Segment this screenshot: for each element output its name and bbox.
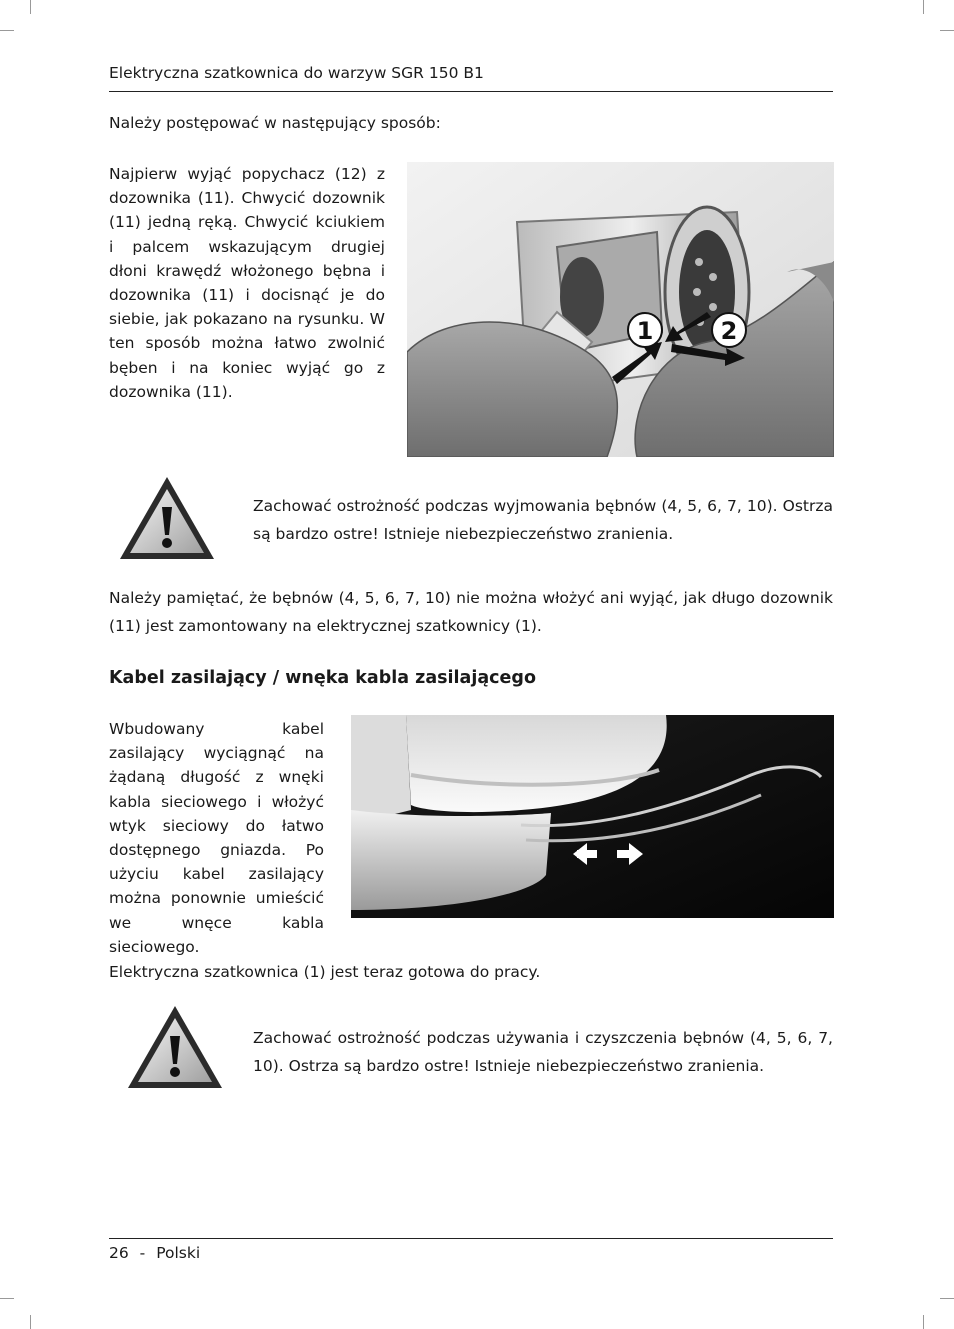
crop-mark <box>0 1298 14 1299</box>
cable-text: Wbudowany kabel zasilający wyciągnąć na żądaną długość z wnęki kabla sieciowego i włożyć wtyk sieciowy do łatwo dostępnego gniazda. Po użyciu kabel zasilający można ponownie umieścić we wnęce kabla sieciowego. <box>109 720 324 956</box>
warning-icon <box>126 1004 224 1090</box>
crop-mark <box>30 0 31 14</box>
warning-text-1: Zachować ostrożność podczas wyjmowania bębnów (4, 5, 6, 7, 10). Ostrza są bardzo ostre! Istnieje niebezpieczeństwo zranienia. <box>253 497 833 543</box>
crop-mark <box>923 1315 924 1329</box>
photo-label-2: 2 <box>720 317 738 345</box>
step-text: Najpierw wyjąć popychacz (12) z dozownika (11). Chwycić dozownik (11) jedną ręką. Chwycić kciukiem i palcem wskazującym drugiej dłoni krawędź włożonego bębna i dozownika (11) i docisnąć je do siebie, jak pokazano na rysunku. W ten sposób można łatwo zwolnić bęben i na koniec wyjąć go z dozownika (11). <box>109 165 385 401</box>
crop-mark <box>940 1298 954 1299</box>
warning-text-2: Zachować ostrożność podczas używania i czyszczenia bębnów (4, 5, 6, 7, 10). Ostrza są bardzo ostre! Istnieje niebezpieczeństwo zranienia. <box>253 1029 833 1075</box>
crop-mark <box>0 30 14 31</box>
page-header-title: Elektryczna szatkownica do warzyw SGR 150 B1 <box>109 64 484 82</box>
intro-text: Należy postępować w następujący sposób: <box>109 114 441 132</box>
crop-mark <box>923 0 924 14</box>
section-heading: Kabel zasilający / wnęka kabla zasilającego <box>109 668 536 688</box>
warning-icon <box>118 475 216 561</box>
photo-label-1: 1 <box>636 317 654 345</box>
page-number: 26 <box>109 1244 129 1262</box>
drum-removal-illustration <box>407 162 834 457</box>
footer-rule <box>109 1238 833 1239</box>
ready-text: Elektryczna szatkownica (1) jest teraz gotowa do pracy. <box>109 963 541 981</box>
header-rule <box>109 91 833 92</box>
footer-separator: - <box>139 1244 146 1262</box>
footer-language: Polski <box>156 1244 201 1262</box>
drum-removal-photo <box>407 162 834 457</box>
page-footer <box>109 1244 200 1262</box>
crop-mark <box>940 30 954 31</box>
cable-compartment-photo <box>351 715 834 918</box>
crop-mark <box>30 1315 31 1329</box>
note-text: Należy pamiętać, że bębnów (4, 5, 6, 7, 10) nie można włożyć ani wyjąć, jak długo dozownik (11) jest zamontowany na elektrycznej szatkownicy (1). <box>109 589 833 635</box>
cable-compartment-illustration <box>351 715 834 918</box>
